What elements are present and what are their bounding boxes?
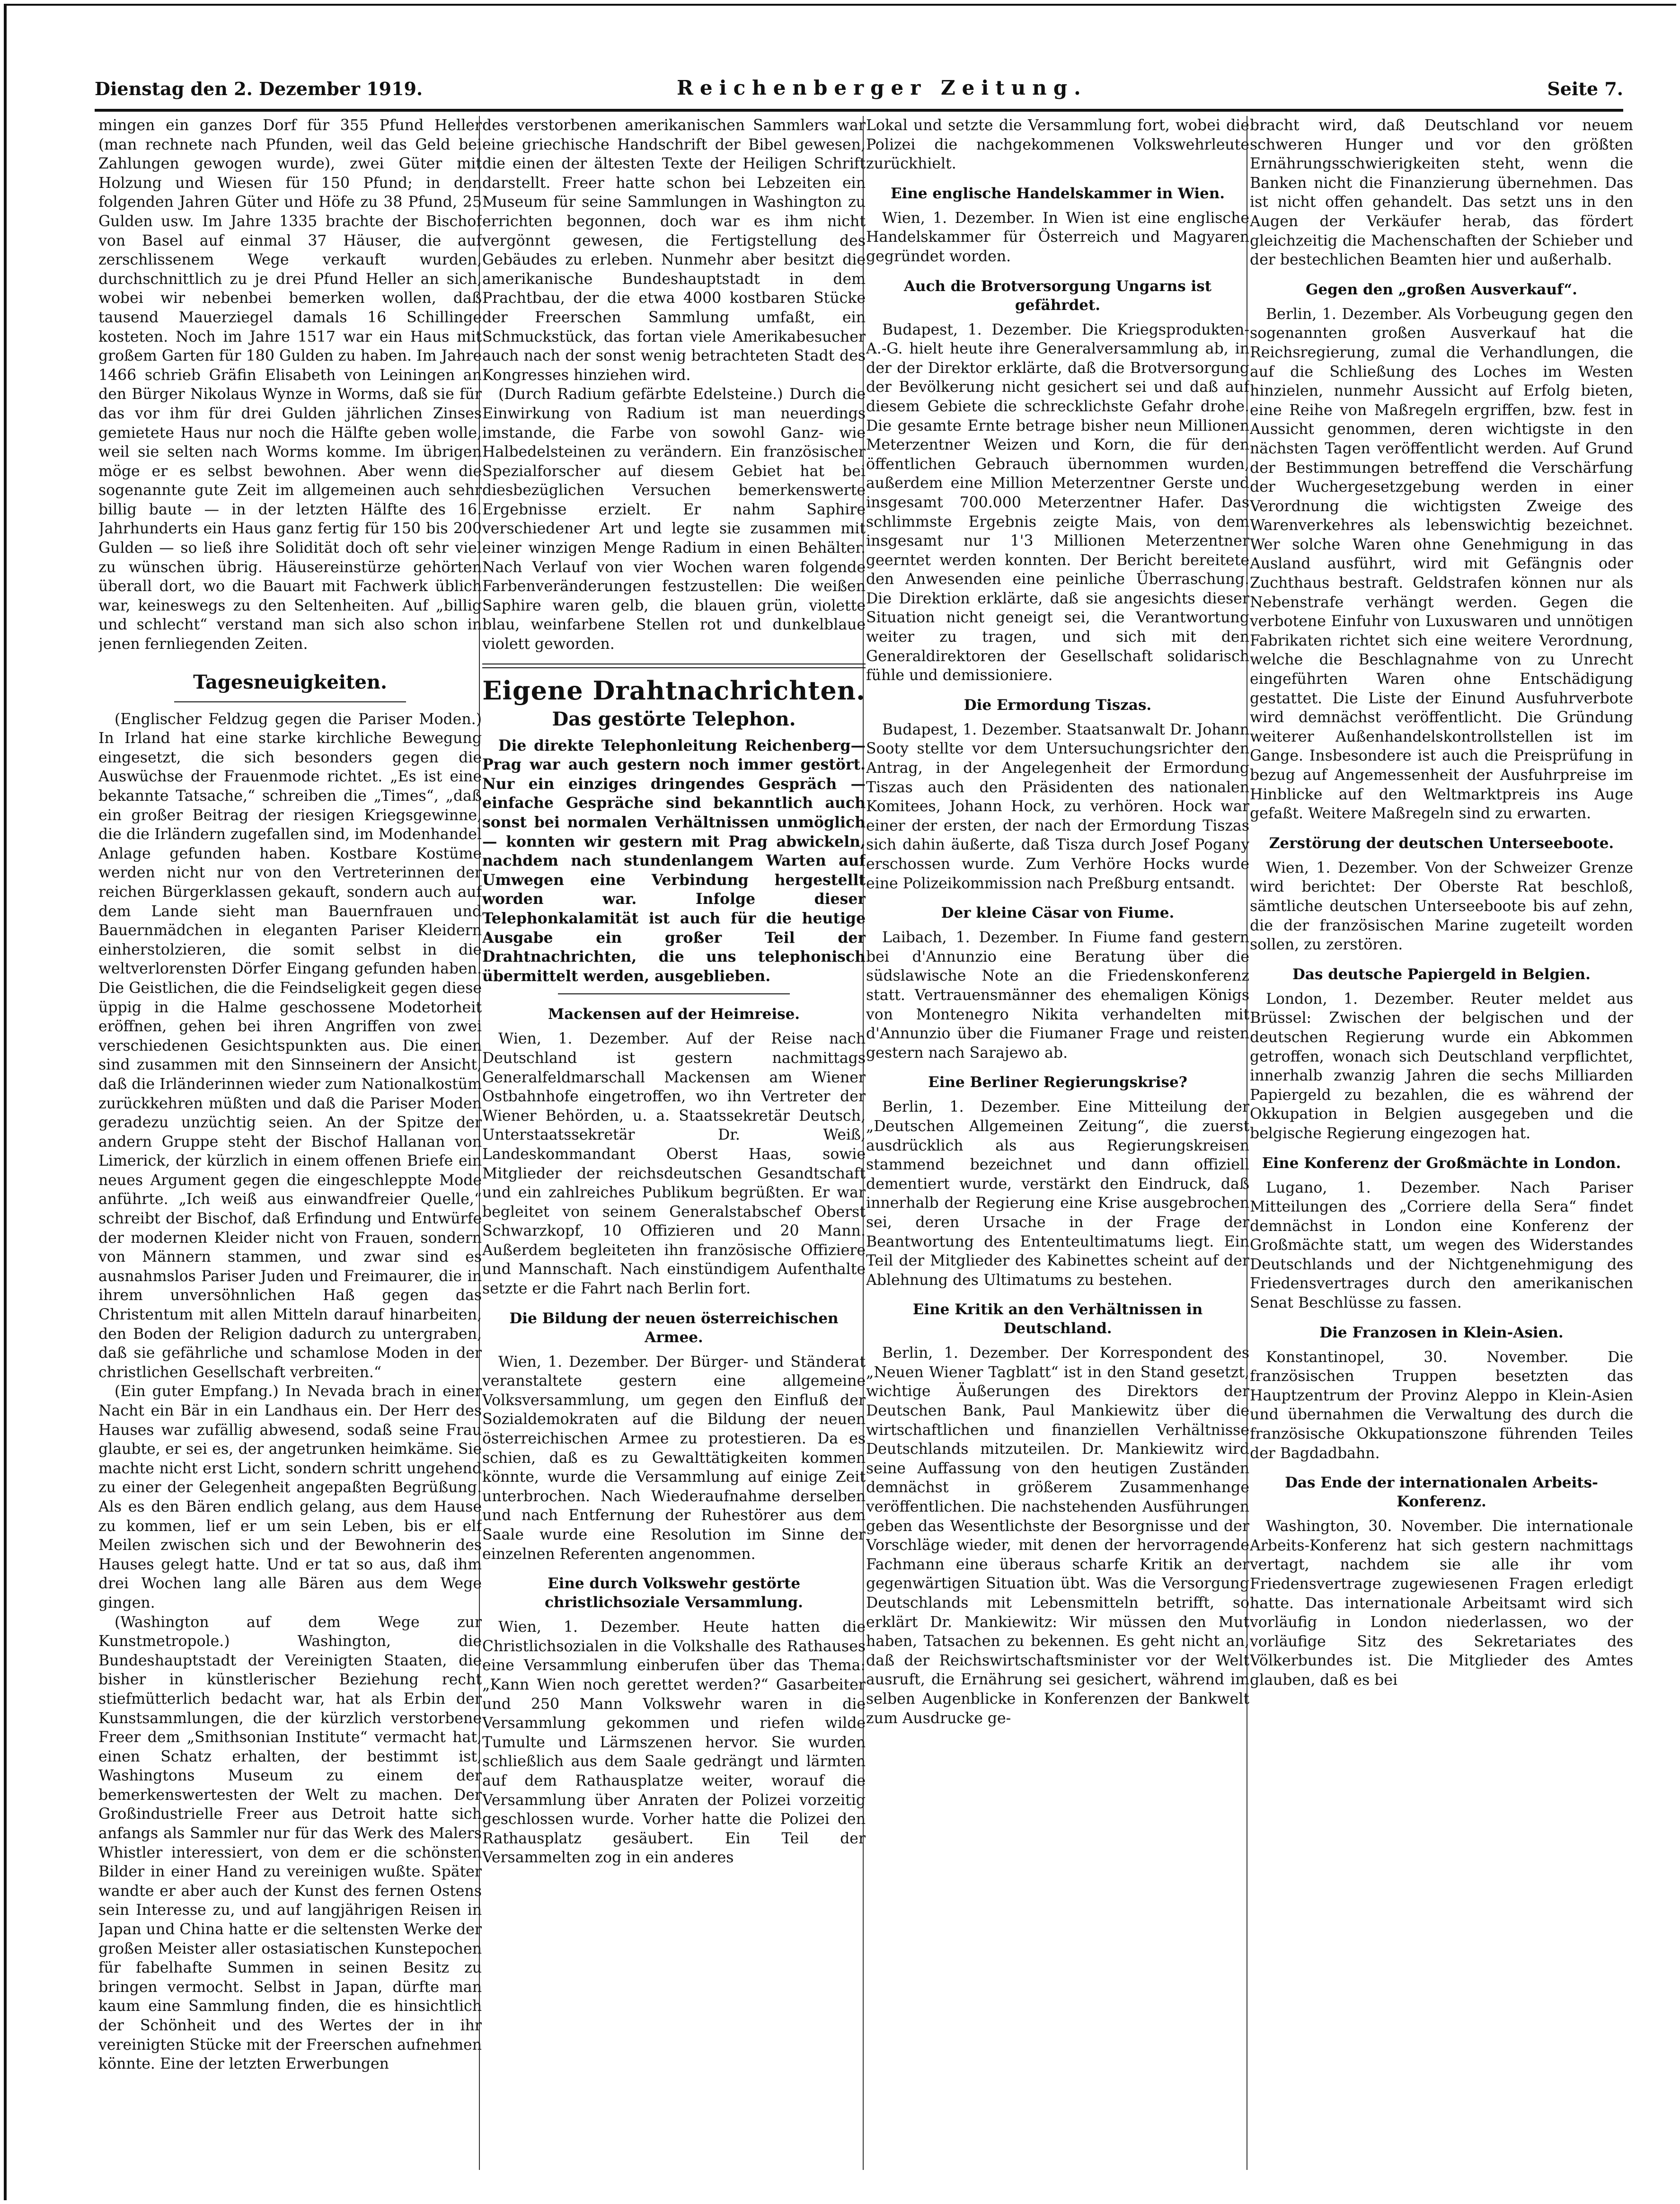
- header-page-number: Seite 7.: [1547, 78, 1623, 99]
- article-paragraph: Budapest, 1. Dezember. Staatsanwalt Dr. Johann Sooty stellte vor dem Untersuchungsrichter den Antrag, in der Angelegenheit der Ermordung Tiszas auch den Präsidenten des nationalen Komitees, Johann Hock, zu verhören. Hock war einer der ersten, der nach der Ermordung Tiszas sich dahin äußerte, daß Tisza durch Josef Pogany erschossen wurde. Zum Verhöre Hocks wurde eine Polizeikommission nach Preßburg entsandt.: [866, 721, 1249, 892]
- article-heading: Eine Konferenz der Großmächte in London.: [1262, 1154, 1621, 1172]
- article-heading: Gegen den „großen Ausverkauf“.: [1306, 281, 1577, 298]
- article-paragraph: Lugano, 1. Dezember. Nach Pariser Mitteilungen des „Corriere della Sera“ findet demnächst in London eine Konferenz der Großmächte statt, um wegen des Widerstandes Deutschlands und der Nichtgenehmigung des Friedensvertrages durch den amerikanischen Senat Beschlüsse zu fassen.: [1250, 1179, 1633, 1312]
- divider: [174, 701, 406, 702]
- article-paragraph: Washington, 30. November. Die internationale Arbeits-Konferenz hat sich gestern nachmittags vertagt, nachdem sie alle ihr vom Friedensvertrage zugewiesenen Fragen erledigt hatte. Das internationale Arbeitsamt wird sich vorläufig in London niederlassen, wo der vorläufige Sitz des Sekretariates des Völkerbundes ist. Die Mitglieder des Amtes glauben, daß es bei: [1250, 1518, 1633, 1689]
- article-paragraph: (Ein guter Empfang.) In Nevada brach in einer Nacht ein Bär in ein Landhaus ein. Der Herr des Hauses war zufällig abwesend, sodaß seine Frau glaubte, er sei es, der angetrunken heimkäme. Sie machte nicht erst Licht, sondern schritt ungehend zu einer der Gelegenheit angepaßten Begrüßung. Als es den Bären endlich gelang, aus dem Hause zu kommen, lief er um sein Leben, bis er elf Meilen zwischen sich und der Bewohnerin des Hauses gelegt hatte. Und er tat so aus, daß ihm drei Wochen lang alle Bären aus dem Wege gingen.: [98, 1383, 482, 1611]
- article-paragraph: Wien, 1. Dezember. In Wien ist eine englische Handelskammer für Österreich und Magyaren gegründet worden.: [866, 209, 1249, 265]
- article-heading: Mackensen auf der Heimreise.: [548, 1006, 800, 1023]
- article-paragraph: Wien, 1. Dezember. Der Bürger- und Ständerat veranstaltete gestern eine allgemeine Volksversammlung, um gegen den Einfluß der Sozialdemokraten auf die Bildung der neuen österreichischen Armee zu protestieren. Da es schien, daß es zu Gewalttätigkeiten kommen könnte, wurde die Versammlung auf einige Zeit unterbrochen. Nach Wiederaufnahme derselben und nach Entfernung der Ruhestörer aus dem Saale wurde eine Resolution im Sinne der einzelnen Referenten angenommen.: [482, 1353, 866, 1563]
- article-heading: Zerstörung der deutschen Unterseeboote.: [1269, 834, 1614, 852]
- article-paragraph: Berlin, 1. Dezember. Eine Mitteilung der „Deutschen Allgemeinen Zeitung“, die zuerst ausdrücklich als aus Regierungskreisen stammend bezeichnet und dann offiziell dementiert wurde, verstärkt den Eindruck, daß innerhalb der Regierung eine Krise ausgebrochen sei, deren Ursache in der Frage der Beantwortung des Ententeultimatums liegt. Ein Teil der Mitglieder des Kabinettes scheint auf der Ablehnung des Ultimatums zu bestehen.: [866, 1098, 1249, 1289]
- article-paragraph: Wien, 1. Dezember. Auf der Reise nach Deutschland ist gestern nachmittags Generalfeldmarschall Mackensen am Wiener Ostbahnhofe eingetroffen, wo ihn Vertreter der Wiener Behörden, u. a. Staatssekretär Deutsch, Unterstaatssekretär Dr. Weiß, Landeskommandant Oberst Haas, sowie Mitglieder der reichsdeutschen Gesandtschaft und ein zahlreiches Publikum begrüßten. Er war begleitet von seinem Generalstabschef Oberst Schwarzkopf, 10 Offizieren und 20 Mann. Außerdem begleiteten ihn französische Offiziere und Mannschaft. Nach einstündigem Aufenthalte setzte er die Fahrt nach Berlin fort.: [482, 1030, 866, 1298]
- article-paragraph: (Durch Radium gefärbte Edelsteine.) Durch die Einwirkung von Radium ist man neuerdings imstande, die Farbe von sowohl Ganz- wie Halbedelsteinen zu verändern. Ein französischer Spezialforscher auf diesem Gebiet hat bei diesbezüglichen Versuchen bemerkenswerte Ergebnisse erzielt. Er nahm Saphire verschiedener Art und legte sie zusammen mit einer winzigen Menge Radium in einen Behälter. Nach Verlauf von vier Wochen waren folgende Farbenveränderungen festzustellen: Die weißen Saphire waren gelb, die blauen grün, violette blau, weinfarbene Stellen rot und dunkelblaue violett geworden.: [482, 386, 866, 653]
- article-heading: Die Bildung der neuen österreichischen Armee.: [509, 1310, 839, 1346]
- article-paragraph: Berlin, 1. Dezember. Als Vorbeugung gegen den sogenannten großen Ausverkauf hat die Reichsregierung, zumal die Verhandlungen, die auf die Schließung des Loches im Westen hinzielen, nunmehr Aussicht auf Erfolg bieten, eine Reihe von Maßregeln ergriffen, bzw. fest in Aussicht genommen, deren wichtigste in den nächsten Tagen veröffentlicht werden. Auf Grund der Bestimmungen betreffend die Verschärfung der Wuchergesetzgebung werden in einer Verordnung die wichtigsten Zweige des Warenverkehres als lebenswichtig bezeichnet. Wer solche Waren ohne Genehmigung in das Ausland ausführt, wird mit Gefängnis oder Zuchthaus bestraft. Geldstrafen können nur als Nebenstrafe verhängt werden. Gegen die verbotene Einfuhr von Luxuswaren und unnötigen Fabrikaten richtet sich eine weitere Verordnung, welche die Beschlagnahme von zu Unrecht eingeführten Waren ohne Entschädigung gestattet. Die Liste der Einund Ausfuhrverbote wird demnächst veröffentlicht. Die Gründung weiterer Außenhandelskontrollstellen ist im Gange. Insbesondere ist auch die Preisprüfung in bezug auf Angemessenheit der Ausfuhrpreise im Hinblicke auf den Weltmarktpreis ins Auge gefaßt. Weitere Maßregeln sind zu erwarten.: [1250, 305, 1633, 823]
- article-heading: Eine Kritik an den Verhältnissen in Deutschland.: [912, 1301, 1203, 1337]
- article-heading: Eine Berliner Regierungskrise?: [928, 1074, 1187, 1091]
- page-header: [95, 78, 1623, 111]
- divider: [482, 664, 866, 668]
- article-paragraph: Budapest, 1. Dezember. Die Kriegsprodukten-A.-G. hielt heute ihre Generalversammlung ab, in der der Direktor erklärte, daß die Brotversorgung der Bevölkerung nicht gesichert sei und daß auf diesem Gebiete die schrecklichste Gefahr drohe. Die gesamte Ernte betrage bisher neun Millionen Meterzentner Weizen und Korn, die für den öffentlichen Gebrauch übernommen wurden, außerdem eine Million Meterzentner Gerste und insgesamt 700.000 Meterzentner Hafer. Das schlimmste Ergebnis zeigte Mais, von dem insgesamt nur 1'3 Millionen Meterzentner geerntet werden konnten. Der Bericht bereitete den Anwesenden eine peinliche Überraschung. Die Direktion erklärte, daß sie angesichts dieser Situation nicht geneigt sei, die Verantwortung weiter zu tragen, und sich mit den Generaldirektoren der Gesellschaft solidarisch fühle und demissioniere.: [866, 321, 1249, 684]
- article-paragraph: Lokal und setzte die Versammlung fort, wobei die Polizei die nachgekommenen Volkswehrleute zurückhielt.: [866, 117, 1249, 173]
- article-heading: Eine englische Handelskammer in Wien.: [890, 185, 1225, 202]
- article-heading: Der kleine Cäsar von Fiume.: [941, 904, 1175, 922]
- article-heading: Die Ermordung Tiszas.: [964, 696, 1152, 714]
- article-paragraph: Die direkte Telephonleitung Reichenberg—Prag war auch gestern noch immer gestört. Nur ein einziges dringendes Gespräch — einfache Gespräche sind bekanntlich auch sonst bei normalen Verhältnissen unmöglich — konnten wir gestern mit Prag abwickeln, nachdem nach stundenlangem Warten auf Umwegen eine Verbindung hergestellt worden war. Infolge dieser Telephonkalamität ist auch für die heutige Ausgabe ein großer Teil der Drahtnachrichten, die uns telephonisch übermittelt werden, ausgeblieben.: [482, 736, 866, 985]
- article-paragraph: Wien, 1. Dezember. Heute hatten die Christlichsozialen in die Volkshalle des Rathauses eine Versammlung einberufen über das Thema: „Kann Wien noch gerettet werden?“ Gasarbeiter und 250 Mann Volkswehr waren in die Versammlung gekommen und riefen wilde Tumulte und Lärmszenen hervor. Sie wurden schließlich aus dem Saale gedrängt und lärmten auf dem Rathausplatze weiter, worauf die Versammlung über Anraten der Polizei vorzeitig geschlossen wurde. Vorher hatte die Polizei den Rathausplatz gesäubert. Ein Teil der Versammelten zog in ein anderes: [482, 1619, 866, 1867]
- article-paragraph: Wien, 1. Dezember. Von der Schweizer Grenze wird berichtet: Der Oberste Rat beschloß, sämtliche deutschen Unterseeboote bis auf zehn, die der französischen Marine zugeteilt worden sollen, zu zerstören.: [1250, 859, 1633, 954]
- section-title: Eigene Drahtnachrichten.: [482, 675, 866, 706]
- column-3: [866, 116, 1249, 2170]
- article-heading: Auch die Brotversorgung Ungarns ist gefährdet.: [903, 277, 1212, 314]
- article-heading: Eine durch Volkswehr gestörte christlichsoziale Versammlung.: [545, 1575, 803, 1611]
- column-4: [1250, 116, 1633, 2170]
- section-subtitle: Das gestörte Telephon.: [552, 708, 796, 730]
- article-heading: Die Franzosen in Klein-Asien.: [1319, 1324, 1564, 1341]
- column-1: [98, 116, 482, 2170]
- article-heading: Das Ende der internationalen Arbeits-Konferenz.: [1285, 1474, 1598, 1511]
- header-rule: [95, 109, 1623, 112]
- article-paragraph: Berlin, 1. Dezember. Der Korrespondent des „Neuen Wiener Tagblatt“ ist in den Stand gesetzt, wichtige Äußerungen des Direktors der Deutschen Bank, Paul Mankiewitz über die wirtschaftlichen und finanziellen Verhältnisse Deutschlands mitzuteilen. Dr. Mankiewitz wird seine Auffassung von den heutigen Zuständen demnächst in größerem Zusammenhange veröffentlichen. Die nachstehenden Ausführungen geben das Wesentlichste der Besorgnisse und der Vorschläge wieder, mit denen der hervorragende Fachmann eine überaus scharfe Kritik an der gegenwärtigen Situation übt. Was die Versorgung Deutschlands mit Lebensmitteln betrifft, so erklärt Dr. Mankiewitz: Wir müssen den Mut haben, Tatsachen zu bekennen. Es geht nicht an, daß der Reichswirtschaftsminister vor der Welt ausruft, die Ernährung sei gesichert, während im selben Augenblicke in Konferenzen der Bankwelt zum Ausdrucke ge-: [866, 1345, 1249, 1727]
- article-paragraph: des verstorbenen amerikanischen Sammlers war eine griechische Handschrift der Bibel gewesen, die einen der ältesten Texte der Heiligen Schrift darstellt. Freer hatte schon bei Lebzeiten ein Museum für seine Sammlungen in Washington zu errichten begonnen, doch war es ihm nicht vergönnt gewesen, die Fertigstellung des Gebäudes zu erleben. Nunmehr aber besitzt die amerikanische Bundeshauptstadt in dem Prachtbau, der die etwa 4000 kostbaren Stücke der Freerschen Sammlung umfaßt, ein Schmuckstück, das fortan viele Amerikabesucher auch nach der sonst wenig betrachteten Stadt des Kongresses hinziehen wird.: [482, 117, 866, 384]
- article-paragraph: Laibach, 1. Dezember. In Fiume fand gestern bei d'Annunzio eine Beratung über die südslawische Note an die Friedenskonferenz statt. Vertrauensmänner des ehemaligen Königs von Montenegro Nikita verhandelten mit d'Annunzio über die Fiumaner Frage und reisten gestern nach Sarajewo ab.: [866, 929, 1249, 1062]
- article-paragraph: mingen ein ganzes Dorf für 355 Pfund Heller (man rechnete nach Pfunden, weil das Geld bei Zahlungen gewogen wurde), zwei Güter mit Holzung und Wiesen für 150 Pfund; in den folgenden Jahren Güter und Höfe zu 38 Pfund, 25 Gulden usw. Im Jahre 1335 brachte der Bischof von Basel auf einmal 37 Häuser, die auf zerschlissenem Wege verkauft wurden, durchschnittlich zu je drei Pfund Heller an sich, wobei wir nebenbei bemerken wollen, daß tausend Mauerziegel damals 16 Schillinge kosteten. Noch im Jahre 1517 war ein Haus mit großem Garten für 180 Gulden zu haben. Im Jahre 1466 schrieb Gräfin Elisabeth von Leiningen an den Bürger Nikolaus Wynze in Worms, daß sie für das vor ihm für drei Gulden jährlichen Zinses gemietete Haus nur noch die Hälfte geben wolle, weil sie selten nach Worms komme. Im übrigen möge er es selbst bewohnen. Aber wenn die sogenannte gute Zeit im allgemeinen auch sehr billig baute — in der letzten Hälfte des 16. Jahrhunderts ein Haus ganz fertig für 150 bis 200 Gulden — so ließ ihre Solidität doch oft sehr viel zu wünschen übrig. Häusereinstürze gehörten überall dort, wo die Bauart mit Fachwerk üblich war, keineswegs zu den Seltenheiten. Auf „billig und schlecht“ verstand man sich also schon in jenen fernliegenden Zeiten.: [98, 117, 482, 653]
- article-paragraph: bracht wird, daß Deutschland vor neuem schweren Hunger und vor den größten Ernährungsschwierigkeiten steht, wenn die Banken nicht die Finanzierung übernehmen. Das ist nicht offen gehandelt. Das setzt uns in den Augen der Verkäufer herab, das fördert gleichzeitig die Machenschaften der Schieber und der bestechlichen Beamten hier und außerhalb.: [1250, 117, 1633, 269]
- divider: [558, 993, 790, 994]
- article-paragraph: Konstantinopel, 30. November. Die französischen Truppen besetzten das Hauptzentrum der Provinz Aleppo in Klein-Asien und übernahmen die Verwaltung des durch die französische Okkupationszone führenden Teiles der Bagdadbahn.: [1250, 1348, 1633, 1462]
- column-2: [482, 116, 866, 2170]
- header-date: Dienstag den 2. Dezember 1919.: [95, 78, 423, 99]
- section-heading: Tagesneuigkeiten.: [193, 671, 387, 693]
- masthead: Reichenberger Zeitung.: [677, 76, 1088, 99]
- article-paragraph: (Washington auf dem Wege zur Kunstmetropole.) Washington, die Bundeshauptstadt der Vereinigten Staaten, die bisher in künstlerischer Beziehung recht stiefmütterlich bedacht war, hat als Erbin der Kunstsammlungen, die der kürzlich verstorbene Freer dem „Smithsonian Institute“ vermacht hat, einen Schatz erhalten, der bestimmt ist, Washingtons Museum zu einem der bemerkenswertesten der Welt zu machen. Der Großindustrielle Freer aus Detroit hatte sich anfangs als Sammler nur für das Werk des Malers Whistler interessiert, von dem er die schönsten Bilder in einer Hand zu vereinigen wußte. Später wandte er aber auch der Kunst des fernen Ostens sein Interesse zu, und auf langjährigen Reisen in Japan und China hatte er die seltensten Werke der großen Meister aller ostasiatischen Kunstepochen für fabelhafte Summen in seinen Besitz zu bringen vermocht. Selbst in Japan, dürfte man kaum eine Sammlung finden, die es hinsichtlich der Schönheit und des Wertes der in ihr vereinigten Stücke mit der Freerschen aufnehmen könnte. Eine der letzten Erwerbungen: [98, 1613, 482, 2073]
- article-paragraph: London, 1. Dezember. Reuter meldet aus Brüssel: Zwischen der belgischen und der deutschen Regierung wurde ein Abkommen getroffen, wonach sich Deutschland verpflichtet, innerhalb zwanzig Jahren die sechs Milliarden Papiergeld zu bezahlen, die es während der Okkupation in Belgien ausgegeben und die belgische Regierung eingezogen hat.: [1250, 990, 1633, 1142]
- article-paragraph: (Englischer Feldzug gegen die Pariser Moden.) In Irland hat eine starke kirchliche Bewegung eingesetzt, die sich besonders gegen die Auswüchse der Frauenmode richtet. „Es ist eine bekannte Tatsache,“ schreiben die „Times“, „daß ein großer Beitrag der riesigen Kriegsgewinne, die die Irländern zugefallen sind, im Modenhandel Anlage gefunden haben. Kostbare Kostüme werden nicht nur von den Vertreterinnen der reichen Bürgerklassen gekauft, sondern auch auf dem Lande sieht man Bauernfrauen und Bauernmädchen in eleganten Pariser Kleidern einherstolzieren, die somit selbst in die weltverlorensten Dörfer Eingang gefunden haben. Die Geistlichen, die die Feindseligkeit gegen diese üppig in die Halme geschossene Modetorheit eröffnen, gehen bei ihren Angriffen von zwei verschiedenen Gesichtspunkten aus. Die einen sind zusammen mit den Sinnseinern der Ansicht, daß die Irländerinnen wieder zum Nationalkostüm zurückkehren müßten und daß die Pariser Moden geradezu unzüchtig seien. An der Spitze der andern Gruppe steht der Bischof Hallanan von Limerick, der kürzlich in einem offenen Briefe ein neues Argument gegen die eingeschleppte Mode anführte. „Ich weiß aus einwandfreier Quelle,“ schreibt der Bischof, daß Erfindung und Entwürfe der modernen Kleider nicht von Frauen, sondern von Männern stammen, und zwar sind es ausnahmslos Pariser Juden und Freimaurer, die in ihrem unversöhnlichen Haß gegen das Christentum mit allen Mitteln darauf hinarbeiten, den Boden der Religion dadurch zu untergraben, daß sie gefährliche und schamlose Moden in der christlichen Gesellschaft verbreiten.“: [98, 710, 482, 1381]
- article-heading: Das deutsche Papiergeld in Belgien.: [1292, 965, 1591, 983]
